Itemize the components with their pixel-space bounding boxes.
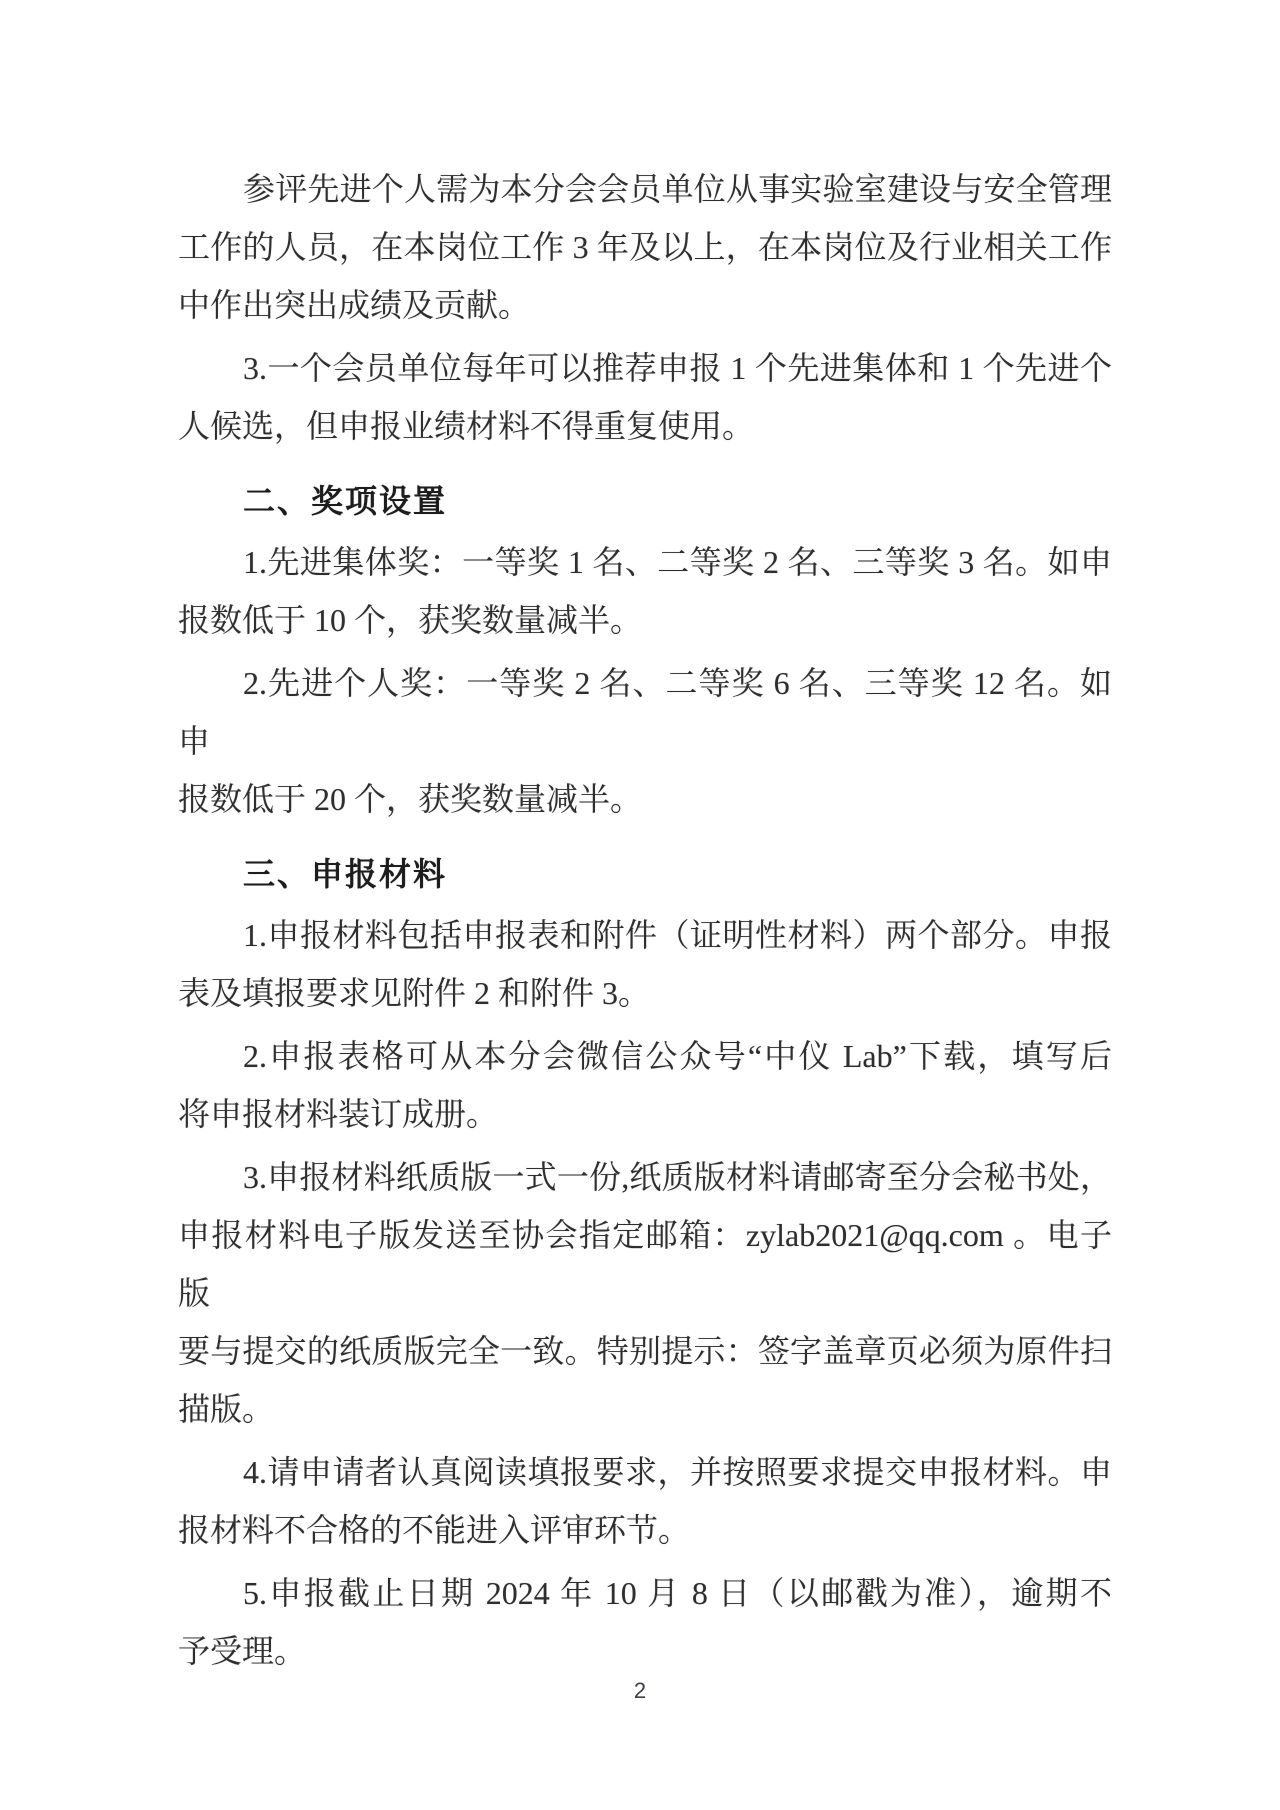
body-paragraph <box>178 1564 1112 1680</box>
text-line: 将申报材料装订成册。 <box>178 1096 499 1132</box>
document-body <box>178 160 1112 1685</box>
text-line: 要与提交的纸质版完全一致。特别提示：签字盖章页必须为原件扫 <box>178 1333 1112 1369</box>
section-heading <box>178 472 1112 530</box>
body-paragraph <box>178 906 1112 1022</box>
text-line: 三、申报材料 <box>243 856 448 892</box>
text-line: 2.申报表格可从本分会微信公众号“中仪 Lab”下载，填写后 <box>243 1038 1112 1074</box>
page-number: 2 <box>633 1678 647 1703</box>
body-paragraph <box>178 1148 1112 1438</box>
text-line: 报数低于 10 个，获奖数量减半。 <box>178 602 643 638</box>
body-paragraph <box>178 339 1112 455</box>
body-paragraph <box>178 1443 1112 1559</box>
text-line: 1.先进集体奖：一等奖 1 名、二等奖 2 名、三等奖 3 名。如申 <box>243 544 1112 580</box>
text-line: 3.申报材料纸质版一式一份,纸质版材料请邮寄至分会秘书处， <box>243 1159 1112 1195</box>
text-line: 工作的人员，在本岗位工作 3 年及以上，在本岗位及行业相关工作 <box>178 229 1112 265</box>
text-line: 报数低于 20 个，获奖数量减半。 <box>178 781 643 817</box>
body-paragraph <box>178 1027 1112 1143</box>
section-heading <box>178 845 1112 903</box>
body-paragraph <box>178 160 1112 334</box>
text-line: 5.申报截止日期 2024 年 10 月 8 日（以邮戳为准），逾期不 <box>243 1575 1112 1611</box>
text-line: 1.申报材料包括申报表和附件（证明性材料）两个部分。申报 <box>243 917 1112 953</box>
text-line: 二、奖项设置 <box>243 483 448 519</box>
text-line: 4.请申请者认真阅读填报要求，并按照要求提交申报材料。申 <box>243 1454 1112 1490</box>
text-line: 3.一个会员单位每年可以推荐申报 1 个先进集体和 1 个先进个 <box>243 350 1112 386</box>
text-line: 描版。 <box>178 1391 275 1427</box>
text-line: 2.先进个人奖：一等奖 2 名、二等奖 6 名、三等奖 12 名。如申 <box>178 665 1112 759</box>
body-paragraph <box>178 654 1112 828</box>
text-line: 人候选，但申报业绩材料不得重复使用。 <box>178 408 755 444</box>
text-line: 中作出突出成绩及贡献。 <box>178 287 531 323</box>
text-line: 申报材料电子版发送至协会指定邮箱：zylab2021@qq.com 。电子版 <box>178 1217 1112 1311</box>
body-paragraph <box>178 533 1112 649</box>
text-line: 报材料不合格的不能进入评审环节。 <box>178 1512 691 1548</box>
text-line: 参评先进个人需为本分会会员单位从事实验室建设与安全管理 <box>243 171 1112 207</box>
text-line: 表及填报要求见附件 2 和附件 3。 <box>178 975 651 1011</box>
text-line: 予受理。 <box>178 1633 307 1669</box>
